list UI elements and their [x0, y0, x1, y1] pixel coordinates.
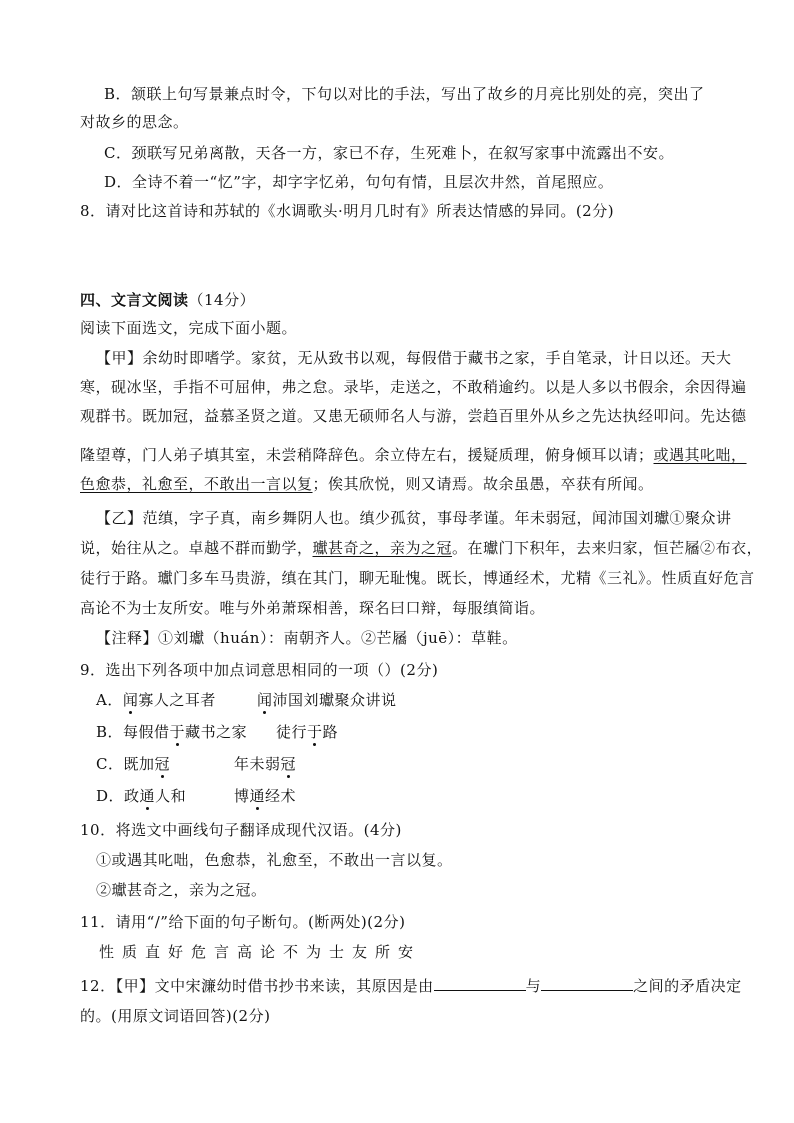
q12-text-end: 之间的矛盾决定 [633, 977, 742, 995]
question-8: 8．请对比这首诗和苏轼的《水调歌头·明月几时有》所表达情感的异同。(2分) [80, 202, 615, 220]
passage-jia-line2: 寒，砚冰坚，手指不可屈伸，弗之怠。录毕，走送之，不敢稍逾约。以是人多以书假余，余因得遍 [80, 378, 747, 396]
q9-option-d-left-text: 政 [124, 787, 140, 805]
q9-option-c-right [234, 754, 296, 774]
passage-yi-line4: 高论不为士友所安。唯与外弟萧琛相善，琛名曰口辩，每服缜简诣。 [80, 599, 546, 617]
q7-option-b-line2: 对故乡的思念。 [80, 113, 189, 131]
passage-yi-line2 [80, 538, 762, 558]
q9-option-b-left [96, 722, 247, 742]
q7-option-b-line1: B．颔联上句写景兼点时令，下句以对比的手法，写出了故乡的月亮比别处的亮，突出了 [104, 85, 705, 103]
passage-yi-line3: 徒行于路。瓛门多车马贵游，缜在其门，聊无耻愧。既长，博通经术，尤精《三礼》。性质直好危言 [80, 569, 755, 587]
passage-yi-line2-text: 说，始往从之。卓越不群而勤学， [80, 539, 313, 557]
q9-option-d-left [96, 786, 186, 806]
q9-option-c-right-text: 年未弱 [234, 755, 281, 773]
q9-option-d-right-end: 经术 [265, 787, 297, 805]
section-4-title: 四、文言文阅读 [80, 291, 189, 309]
q10-marker-1: ① [96, 851, 112, 869]
dotted-word: 于 [307, 723, 323, 741]
q10-sentence-2-text: 瓛甚奇之，亲为之冠。 [111, 881, 267, 899]
section-4-intro: 阅读下面选文，完成下面小题。 [80, 319, 298, 337]
passage-yi-line2-end: 布衣， [715, 539, 763, 557]
section-4-heading [80, 290, 255, 310]
passage-yi-line1-text: 【乙】范缜，字子真，南乡舞阴人也。缜少孤贫，事母孝谨。年未弱冠，闻沛国刘瓛 [96, 509, 670, 527]
q9-option-b-right-text: 徒行 [276, 723, 308, 741]
q10-sentence-1 [96, 850, 453, 870]
annotation [96, 628, 518, 648]
passage-jia-line4-text: 隆望尊，门人弟子填其室，未尝稍降辞色。余立侍左右，援疑质理，俯身倾耳以请； [80, 446, 654, 464]
q9-option-c-left [96, 754, 170, 774]
underlined-sentence-2: 瓛甚奇之，亲为之冠 [312, 539, 453, 557]
passage-yi-line1-end: 聚众讲 [685, 509, 732, 527]
dotted-word: 冠 [280, 755, 297, 773]
annotation-label: 【注释】 [96, 629, 159, 647]
q9-option-d-label: D． [96, 787, 125, 805]
passage-yi-line2-mid: 。在瓛门下积年，去来归家，恒芒屩 [452, 539, 701, 557]
dotted-word: 通 [249, 787, 266, 805]
underlined-sentence-1-part2: 色愈恭，礼愈至，不敢出一言以复 [80, 475, 313, 493]
question-10: 10．将选文中画线句子翻译成现代汉语。(4分) [80, 821, 402, 839]
section-4-score: （14分） [188, 291, 256, 309]
note-marker-2: ② [700, 539, 716, 557]
question-9: 9．选出下列各项中加点词意思相同的一项（）(2分) [80, 661, 439, 679]
q9-option-d-right-text: 博 [234, 787, 250, 805]
passage-jia-line4 [80, 445, 747, 465]
answer-blank-1[interactable] [434, 976, 526, 991]
q10-sentence-1-text: 或遇其叱咄，色愈恭，礼愈至，不敢出一言以复。 [111, 851, 453, 869]
q9-option-a-left-text: 寡人之耳者 [138, 691, 216, 709]
q9-option-b-left-end: 藏书之家 [185, 723, 248, 741]
q10-sentence-2 [96, 880, 267, 900]
passage-jia-line1: 【甲】余幼时即嗜学。家贫，无从致书以观，每假借于藏书之家，手自笔录，计日以还。天大 [96, 349, 732, 367]
dotted-word: 闻 [122, 691, 139, 709]
question-12-line2: 的。(用原文词语回答)(2分) [80, 1007, 271, 1025]
note-marker-1: ① [669, 509, 686, 527]
annotation-marker-1: ① [158, 629, 174, 647]
q9-option-c-label: C． [96, 755, 124, 773]
underlined-sentence-1-part1: 或遇其叱咄， [653, 446, 747, 464]
passage-jia-line3: 观群书。既加冠，益慕圣贤之道。又患无硕师名人与游，尝趋百里外从乡之先达执经叩问。先达德 [80, 407, 747, 425]
q9-option-c-left-text: 既加 [123, 755, 155, 773]
answer-blank-2[interactable] [541, 976, 633, 991]
q10-marker-2: ② [96, 881, 112, 899]
question-11: 11．请用“/”给下面的句子断句。(断两处)(2分) [80, 913, 406, 931]
q7-option-d: D．全诗不着一“忆”字，却字字忆弟，句句有情，且层次井然，首尾照应。 [104, 173, 614, 191]
q9-option-b-right-end: 路 [322, 723, 339, 741]
passage-yi-line1 [96, 508, 732, 528]
passage-jia-line5 [80, 474, 654, 494]
q11-sentence: 性质直好危言高论不为士友所安 [99, 943, 422, 961]
passage-jia-line5-text: ；俟其欣悦，则又请焉。故余虽愚，卒获有所闻。 [312, 475, 654, 493]
q9-option-a-label: A． [96, 691, 123, 709]
annotation-2: 芒屩（juē）：草鞋。 [376, 629, 518, 647]
dotted-word: 于 [169, 723, 186, 741]
q9-option-d-right [234, 786, 296, 806]
dotted-word: 闻 [257, 691, 273, 709]
dotted-word: 通 [139, 787, 156, 805]
q9-option-b-left-text: 每假借 [123, 723, 170, 741]
q7-option-c: C．颈联写兄弟离散，天各一方，家已不存，生死难卜，在叙写家事中流露出不安。 [104, 144, 674, 162]
q9-option-b-right [276, 722, 338, 742]
q12-text-start: 12．【甲】文中宋濂幼时借书抄书来读，其原因是由 [80, 977, 434, 995]
q9-option-b-label: B． [96, 723, 124, 741]
annotation-marker-2: ② [360, 629, 377, 647]
q9-option-a-left [96, 690, 216, 710]
annotation-1: 刘瓛（huán）：南朝齐人。 [173, 629, 361, 647]
q9-option-a-right-text: 沛国刘瓛聚众讲说 [272, 691, 397, 709]
question-12-line1 [80, 976, 742, 996]
dotted-word: 冠 [154, 755, 171, 773]
q12-text-mid: 与 [525, 977, 542, 995]
q9-option-a-right [257, 690, 397, 710]
q9-option-d-left-end: 人和 [155, 787, 187, 805]
